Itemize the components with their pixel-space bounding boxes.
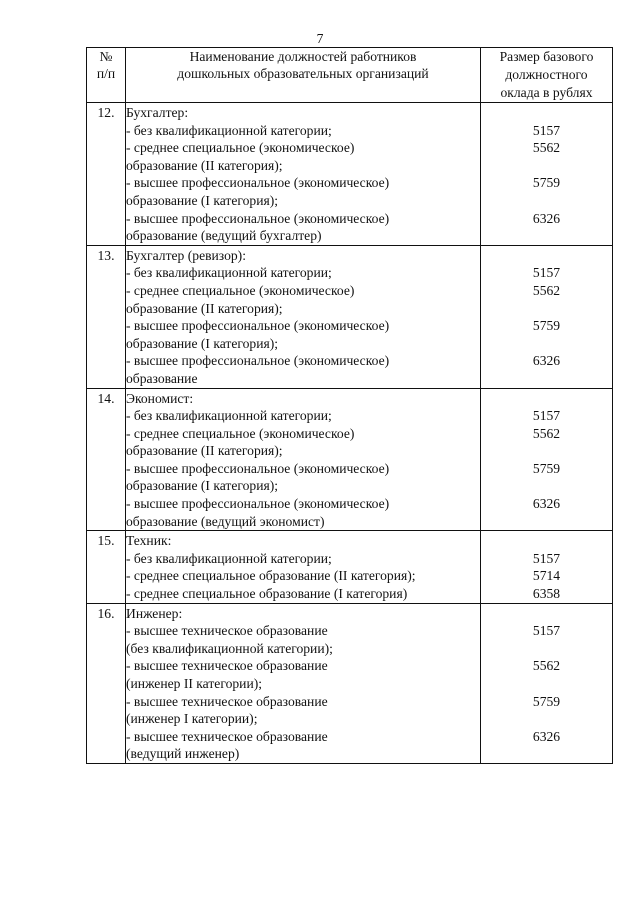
row-number: 14. xyxy=(97,390,115,406)
salary-value xyxy=(481,247,612,265)
position-line: образование xyxy=(126,370,198,386)
salary-cell xyxy=(481,531,613,603)
salary-value xyxy=(481,532,612,550)
position-line: - высшее техническое образование xyxy=(126,693,328,709)
position-line: образование (ведущий экономист) xyxy=(126,513,325,529)
position-line: образование (ведущий бухгалтер) xyxy=(126,228,322,244)
salary-value xyxy=(481,335,612,353)
salary-value xyxy=(481,390,612,408)
header-salary xyxy=(481,48,613,103)
position-line: - высшее профессиональное (экономическое) xyxy=(126,353,390,369)
salary-value: 5157 xyxy=(532,408,561,424)
position-line: образование (I категория); xyxy=(126,478,279,494)
position-line: - без квалификационной категории; xyxy=(126,550,332,566)
salary-value xyxy=(481,477,612,495)
table-body xyxy=(87,103,613,764)
salary-value xyxy=(481,640,612,658)
salary-value: 6326 xyxy=(532,728,561,744)
position-title: Бухгалтер: xyxy=(126,105,189,120)
position-line: - среднее специальное (экономическое) xyxy=(126,282,355,298)
position-line: - высшее профессиональное (экономическое) xyxy=(126,210,390,226)
salary-cell xyxy=(481,103,613,246)
position-title: Техник: xyxy=(126,533,172,549)
position-line: - среднее специальное (экономическое) xyxy=(126,140,355,156)
salary-value: 6326 xyxy=(532,353,561,369)
position-title: Экономист: xyxy=(126,390,194,406)
position-line: образование (II категория); xyxy=(126,157,283,173)
position-line: - среднее специальное образование (I категория) xyxy=(126,586,408,602)
position-line: (без квалификационной категории); xyxy=(126,640,333,656)
salary-value: 5157 xyxy=(532,550,561,566)
row-number-cell xyxy=(87,245,126,388)
table-row xyxy=(87,388,613,531)
position-line: образование (I категория); xyxy=(126,192,279,208)
salary-value: 5157 xyxy=(532,265,561,281)
position-line: - высшее техническое образование xyxy=(126,728,328,744)
salary-value: 6358 xyxy=(532,586,561,602)
row-number-cell xyxy=(87,103,126,246)
header-salary-line-1: Размер базового xyxy=(499,49,594,64)
salary-value: 5562 xyxy=(532,658,561,674)
table-row xyxy=(87,103,613,246)
position-title: Инженер: xyxy=(126,605,183,621)
row-number-cell xyxy=(87,531,126,603)
salary-value xyxy=(481,745,612,763)
salary-cell xyxy=(481,245,613,388)
position-line: образование (I категория); xyxy=(126,335,279,351)
row-number: 16. xyxy=(97,605,115,621)
position-description-cell xyxy=(126,245,481,388)
position-line: (инженер I категории); xyxy=(126,711,258,727)
position-line: образование (II категория); xyxy=(126,443,283,459)
salary-value xyxy=(481,605,612,623)
position-line: - высшее техническое образование xyxy=(126,658,328,674)
header-position-line-1: Наименование должностей работников xyxy=(189,49,417,64)
table-row xyxy=(87,603,613,763)
position-line: - высшее профессиональное (экономическое) xyxy=(126,318,390,334)
salary-value xyxy=(481,300,612,318)
position-line: (ведущий инженер) xyxy=(126,746,240,762)
salary-value xyxy=(481,513,612,531)
row-number: 13. xyxy=(97,247,115,263)
row-number-cell xyxy=(87,388,126,531)
salary-value: 5157 xyxy=(532,122,561,138)
salary-value: 5562 xyxy=(532,425,561,441)
salary-value: 5759 xyxy=(532,693,561,709)
position-line: - среднее специальное (экономическое) xyxy=(126,425,355,441)
salary-cell xyxy=(481,603,613,763)
header-salary-line-2: должностного xyxy=(505,67,588,82)
salary-value: 5759 xyxy=(532,318,561,334)
salary-value xyxy=(481,675,612,693)
header-salary-line-3: оклада в рублях xyxy=(500,85,593,100)
header-number-line-1: № xyxy=(99,49,113,64)
header-number-line-2: п/п xyxy=(96,66,116,81)
salary-cell xyxy=(481,388,613,531)
salary-value: 5759 xyxy=(532,175,561,191)
salary-value: 5562 xyxy=(532,140,561,156)
position-title: Бухгалтер (ревизор): xyxy=(126,247,246,263)
salary-value: 5562 xyxy=(532,282,561,298)
position-description-cell xyxy=(126,531,481,603)
position-line: - высшее профессиональное (экономическое) xyxy=(126,175,390,191)
position-description-cell xyxy=(126,603,481,763)
salary-value xyxy=(481,227,612,245)
table-header-row xyxy=(87,48,613,103)
salary-value: 5759 xyxy=(532,460,561,476)
page-number: 7 xyxy=(316,31,324,46)
position-line: - высшее профессиональное (экономическое) xyxy=(126,460,390,476)
row-number-cell xyxy=(87,603,126,763)
header-number xyxy=(87,48,126,103)
salary-value xyxy=(481,442,612,460)
position-line: - высшее профессиональное (экономическое) xyxy=(126,496,390,512)
row-number: 12. xyxy=(97,105,115,120)
position-description-cell xyxy=(126,388,481,531)
position-line: - среднее специальное образование (II категория); xyxy=(126,568,416,584)
row-number: 15. xyxy=(97,533,115,549)
salary-value xyxy=(481,157,612,175)
header-position-line-2: дошкольных образовательных организаций xyxy=(177,66,429,81)
salary-value xyxy=(481,104,612,122)
salary-value: 6326 xyxy=(532,210,561,226)
table-row xyxy=(87,245,613,388)
table-row xyxy=(87,531,613,603)
position-line: - без квалификационной категории; xyxy=(126,265,332,281)
position-line: - без квалификационной категории; xyxy=(126,122,332,138)
salary-table xyxy=(86,47,613,764)
position-line: - высшее техническое образование xyxy=(126,623,328,639)
position-line: - без квалификационной категории; xyxy=(126,408,332,424)
salary-value: 6326 xyxy=(532,496,561,512)
salary-value xyxy=(481,710,612,728)
salary-value xyxy=(481,370,612,388)
position-line: (инженер II категории); xyxy=(126,676,263,691)
position-description-cell xyxy=(126,103,481,246)
header-position-name xyxy=(126,48,481,103)
salary-value xyxy=(481,192,612,210)
position-line: образование (II категория); xyxy=(126,300,283,316)
salary-value: 5157 xyxy=(532,623,561,639)
salary-value: 5714 xyxy=(532,568,561,584)
